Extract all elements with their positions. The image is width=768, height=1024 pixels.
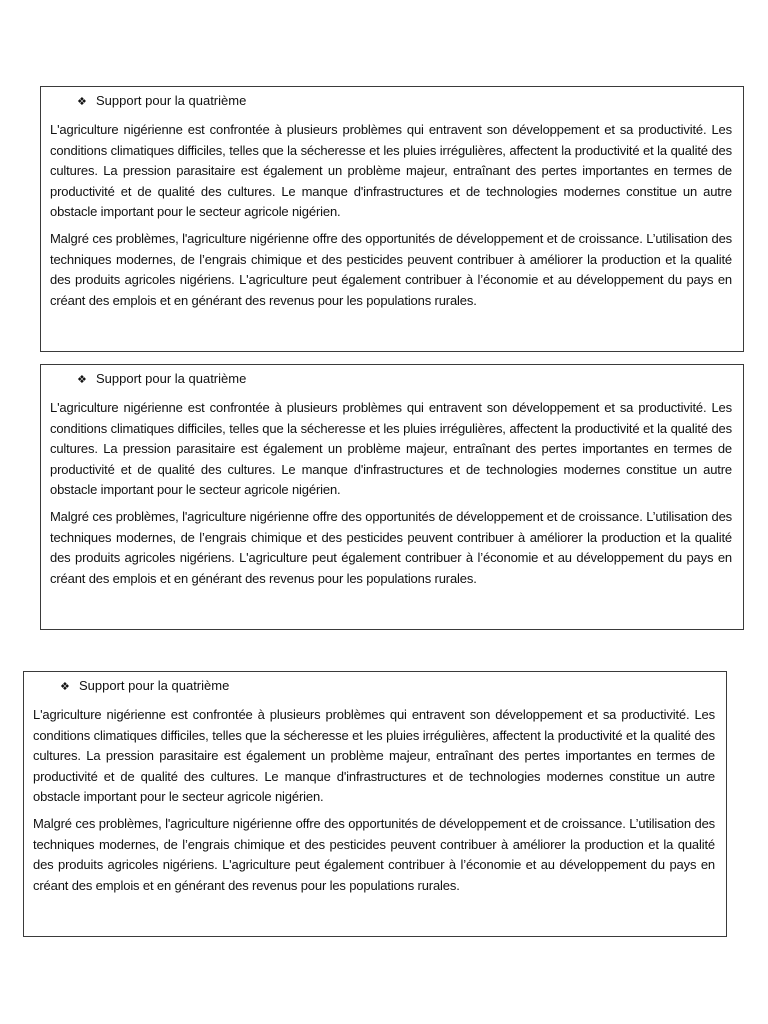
paragraph-1: L'agriculture nigérienne est confrontée à plusieurs problèmes qui entravent son développement et sa productivité. Les conditions climatiques difficiles, telles que la sécheresse et les pluies irrégulières, affectent la productivité et la qualité des cultures. La pression parasitaire est également un problème majeur, entraînant des pertes importantes en termes de productivité et de qualité des cultures. Le manque d'infrastructures et de technologies modernes constitue un autre obstacle important pour le secteur agricole nigérien. xyxy=(33,707,715,805)
card-heading xyxy=(77,371,246,388)
card-heading-text: Support pour la quatrième xyxy=(96,371,247,386)
text-card-1 xyxy=(40,86,744,352)
card-heading xyxy=(77,93,246,110)
card-heading-text: Support pour la quatrième xyxy=(79,678,230,693)
card-heading xyxy=(60,678,229,695)
diamond-bullet-icon: ❖ xyxy=(60,681,70,693)
paragraph-1: L'agriculture nigérienne est confrontée à plusieurs problèmes qui entravent son développement et sa productivité. Les conditions climatiques difficiles, telles que la sécheresse et les pluies irrégulières, affectent la productivité et la qualité des cultures. La pression parasitaire est également un problème majeur, entraînant des pertes importantes en termes de productivité et de qualité des cultures. Le manque d'infrastructures et de technologies modernes constitue un autre obstacle important pour le secteur agricole nigérien. xyxy=(50,400,732,498)
card-body xyxy=(50,120,732,311)
card-body xyxy=(50,398,732,589)
diamond-bullet-icon: ❖ xyxy=(77,374,87,386)
paragraph-2: Malgré ces problèmes, l'agriculture nigérienne offre des opportunités de développement et de croissance. L’utilisation des techniques modernes, de l’engrais chimique et des pesticides peuvent contribuer à améliorer la production et la qualité des produits agricoles nigériens. L'agriculture peut également contribuer à l’économie et au développement du pays en créant des emplois et en générant des revenus pour les populations rurales. xyxy=(33,815,715,893)
text-card-3 xyxy=(23,671,727,937)
paragraph-2: Malgré ces problèmes, l'agriculture nigérienne offre des opportunités de développement et de croissance. L’utilisation des techniques modernes, de l’engrais chimique et des pesticides peuvent contribuer à améliorer la production et la qualité des produits agricoles nigériens. L'agriculture peut également contribuer à l’économie et au développement du pays en créant des emplois et en générant des revenus pour les populations rurales. xyxy=(50,508,732,586)
text-card-2 xyxy=(40,364,744,630)
paragraph-2: Malgré ces problèmes, l'agriculture nigérienne offre des opportunités de développement et de croissance. L’utilisation des techniques modernes, de l’engrais chimique et des pesticides peuvent contribuer à améliorer la production et la qualité des produits agricoles nigériens. L'agriculture peut également contribuer à l’économie et au développement du pays en créant des emplois et en générant des revenus pour les populations rurales. xyxy=(50,230,732,308)
paragraph-1: L'agriculture nigérienne est confrontée à plusieurs problèmes qui entravent son développement et sa productivité. Les conditions climatiques difficiles, telles que la sécheresse et les pluies irrégulières, affectent la productivité et la qualité des cultures. La pression parasitaire est également un problème majeur, entraînant des pertes importantes en termes de productivité et de qualité des cultures. Le manque d'infrastructures et de technologies modernes constitue un autre obstacle important pour le secteur agricole nigérien. xyxy=(50,122,732,220)
diamond-bullet-icon: ❖ xyxy=(77,96,87,108)
card-body xyxy=(33,705,715,896)
card-heading-text: Support pour la quatrième xyxy=(96,93,247,108)
